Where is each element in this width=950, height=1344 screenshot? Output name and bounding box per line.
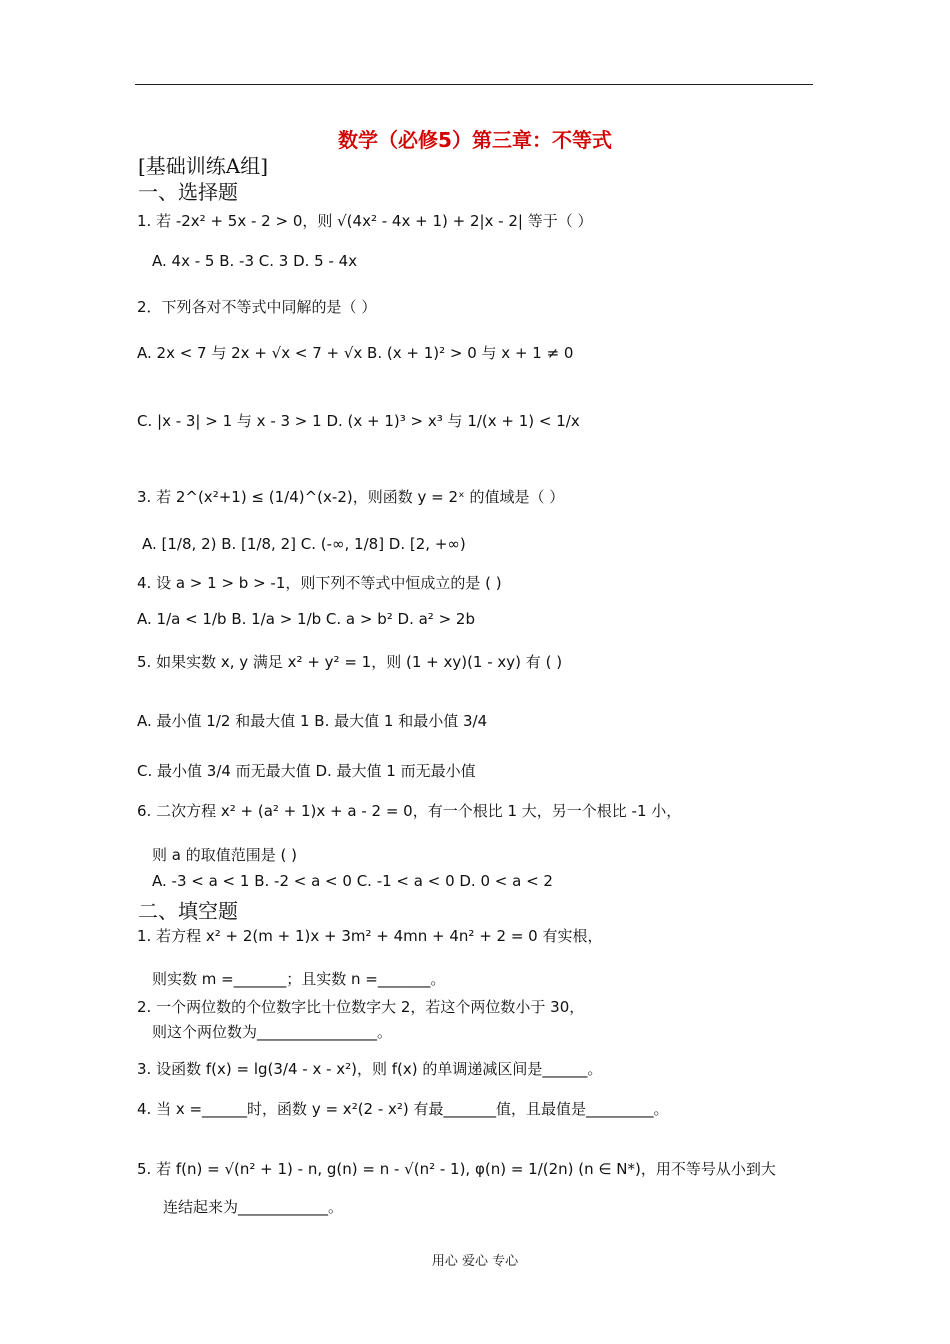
fill-1-line2: 则实数 m =_______；且实数 n =_______。	[152, 970, 446, 988]
group-label: [基础训练A组]	[138, 154, 269, 178]
question-1-stem: 1. 若 -2x² + 5x - 2 > 0，则 √(4x² - 4x + 1) + 2|x - 2| 等于（ ）	[137, 212, 593, 230]
question-5-options-ab: A. 最小值 1/2 和最大值 1 B. 最大值 1 和最小值 3/4	[137, 712, 488, 730]
question-6-stem-cont: 则 a 的取值范围是 ( )	[152, 846, 297, 864]
question-2-stem: 2．下列各对不等式中同解的是（ ）	[137, 298, 377, 316]
fill-5-line1: 5. 若 f(n) = √(n² + 1) - n, g(n) = n - √(n² - 1), φ(n) = 1/(2n) (n ∈ N*)，用不等号从小到大	[137, 1160, 776, 1178]
question-5-stem: 5. 如果实数 x, y 满足 x² + y² = 1，则 (1 + xy)(1 - xy) 有 ( )	[137, 653, 563, 671]
document-title: 数学（必修5）第三章：不等式	[338, 128, 612, 152]
question-3-options: A. [1/8, 2) B. [1/8, 2] C. (-∞, 1/8] D. [2, +∞)	[142, 535, 466, 553]
fill-4-line1: 4. 当 x =______时，函数 y = x²(2 - x²) 有最_______值，且最值是_________。	[137, 1100, 669, 1118]
section-fill-in: 二、填空题	[138, 899, 238, 923]
question-1-options: A. 4x - 5 B. -3 C. 3 D. 5 - 4x	[152, 252, 358, 270]
question-2-options-cd: C. |x - 3| > 1 与 x - 3 > 1 D. (x + 1)³ > x³ 与 1/(x + 1) < 1/x	[137, 412, 580, 430]
question-5-options-cd: C. 最小值 3/4 而无最大值 D. 最大值 1 而无最小值	[137, 762, 476, 780]
page-footer: 用心 爱心 专心	[431, 1254, 519, 1269]
fill-5-line2: 连结起来为____________。	[163, 1198, 344, 1216]
fill-2-line1: 2. 一个两位数的个位数字比十位数字大 2，若这个两位数小于 30，	[137, 998, 585, 1016]
question-6-options: A. -3 < a < 1 B. -2 < a < 0 C. -1 < a < 0 D. 0 < a < 2	[152, 872, 553, 890]
question-4-stem: 4. 设 a > 1 > b > -1，则下列不等式中恒成立的是 ( )	[137, 574, 502, 592]
section-multiple-choice: 一、选择题	[138, 180, 238, 204]
header-rule	[135, 84, 813, 85]
question-3-stem: 3. 若 2^(x²+1) ≤ (1/4)^(x-2)，则函数 y = 2ˣ 的值域是（ ）	[137, 488, 565, 506]
question-4-options: A. 1/a < 1/b B. 1/a > 1/b C. a > b² D. a² > 2b	[137, 610, 475, 628]
question-2-options-ab: A. 2x < 7 与 2x + √x < 7 + √x B. (x + 1)² > 0 与 x + 1 ≠ 0	[137, 344, 574, 362]
fill-2-line2: 则这个两位数为________________。	[152, 1023, 393, 1041]
fill-3-line1: 3. 设函数 f(x) = lg(3/4 - x - x²)，则 f(x) 的单调递减区间是______。	[137, 1060, 603, 1078]
question-6-stem: 6. 二次方程 x² + (a² + 1)x + a - 2 = 0，有一个根比 1 大，另一个根比 -1 小，	[137, 802, 682, 820]
fill-1-line1: 1. 若方程 x² + 2(m + 1)x + 3m² + 4mn + 4n² + 2 = 0 有实根，	[137, 927, 603, 945]
